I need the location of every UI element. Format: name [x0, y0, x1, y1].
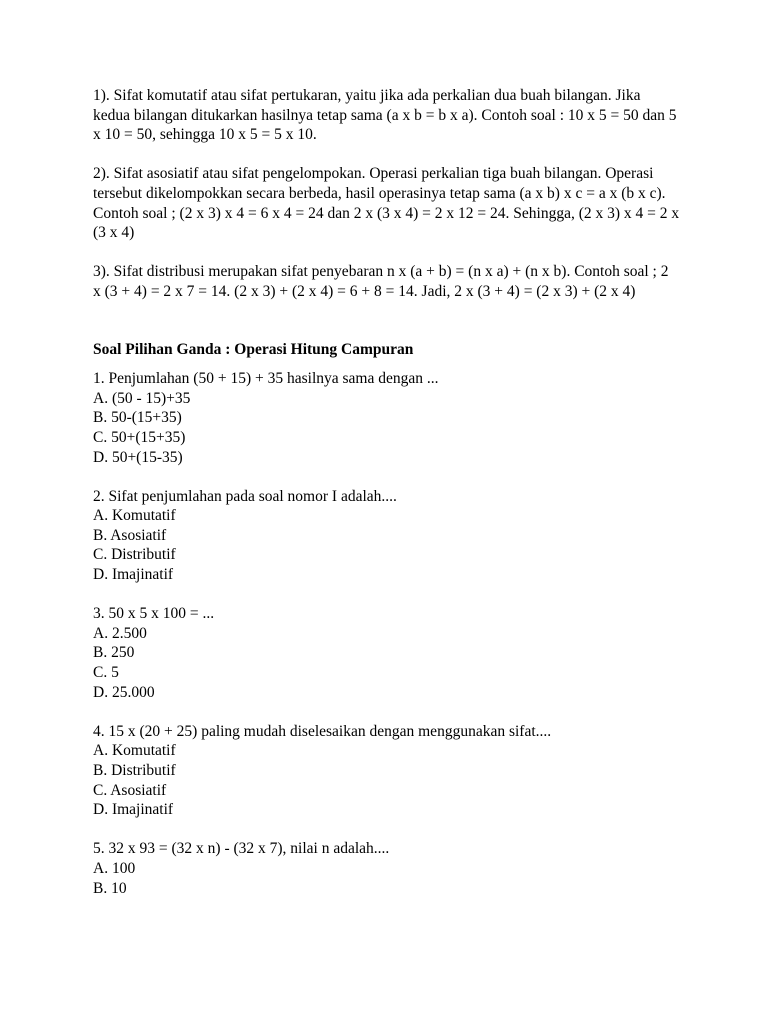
- question-2: [93, 487, 680, 585]
- question-5: [93, 839, 680, 898]
- option-d: D. Imajinatif: [93, 801, 174, 819]
- option-b: B. Asosiatif: [93, 526, 167, 544]
- option-b: B. 250: [93, 644, 135, 662]
- option-a: A. 2.500: [93, 624, 147, 642]
- section-title: Soal Pilihan Ganda : Operasi Hitung Campuran: [93, 340, 414, 358]
- paragraph-distributif: 3). Sifat distribusi merupakan sifat penyebaran n x (a + b) = (n x a) + (n x b). Contoh soal ; 2 x (3 + 4) = 2 x 7 = 14. (2 x 3) + (2 x 4) = 6 + 8 = 14. Jadi, 2 x (3 + 4) = (2 x 3) + (2 x 4): [93, 263, 669, 300]
- option-a: A. (50 - 15)+35: [93, 389, 191, 407]
- question-3: [93, 604, 680, 702]
- question-text: 4. 15 x (20 + 25) paling mudah diselesaikan dengan menggunakan sifat....: [93, 722, 552, 740]
- option-b: B. Distributif: [93, 762, 176, 779]
- paragraph-asosiatif: 2). Sifat asosiatif atau sifat pengelompokan. Operasi perkalian tiga buah bilangan. Operasi tersebut dikelompokkan secara berbeda, hasil operasinya tetap sama (a x b) x c = a x (b x c). Contoh soal ; (2 x 3) x 4 = 6 x 4 = 24 dan 2 x (3 x 4) = 2 x 12 = 24. Sehingga, (2 x 3) x 4 = 2 x (3 x 4): [93, 165, 680, 242]
- option-d: D. 25.000: [93, 683, 155, 701]
- question-text: 2. Sifat penjumlahan pada soal nomor I adalah....: [93, 487, 397, 505]
- option-a: A. 100: [93, 859, 136, 877]
- option-a: A. Komutatif: [93, 742, 176, 760]
- option-c: C. 5: [93, 664, 119, 682]
- option-c: C. Distributif: [93, 546, 176, 564]
- option-d: D. 50+(15-35): [93, 448, 183, 466]
- paragraph-komutatif: 1). Sifat komutatif atau sifat pertukaran, yaitu jika ada perkalian dua buah bilangan. Jika kedua bilangan ditukarkan hasilnya tetap sama (a x b = b x a). Contoh soal : 10 x 5 = 50 dan 5 x 10 = 50, sehingga 10 x 5 = 5 x 10.: [93, 87, 677, 144]
- question-1: [93, 369, 680, 467]
- option-c: C. Asosiatif: [93, 781, 167, 799]
- question-text: 3. 50 x 5 x 100 = ...: [93, 605, 215, 623]
- option-b: B. 10: [93, 879, 127, 897]
- question-4: [93, 722, 680, 820]
- option-b: B. 50-(15+35): [93, 409, 182, 427]
- option-d: D. Imajinatif: [93, 566, 174, 584]
- question-text: 1. Penjumlahan (50 + 15) + 35 hasilnya sama dengan ...: [93, 370, 439, 388]
- question-text: 5. 32 x 93 = (32 x n) - (32 x 7), nilai n adalah....: [93, 840, 390, 858]
- option-c: C. 50+(15+35): [93, 428, 186, 446]
- option-a: A. Komutatif: [93, 507, 176, 525]
